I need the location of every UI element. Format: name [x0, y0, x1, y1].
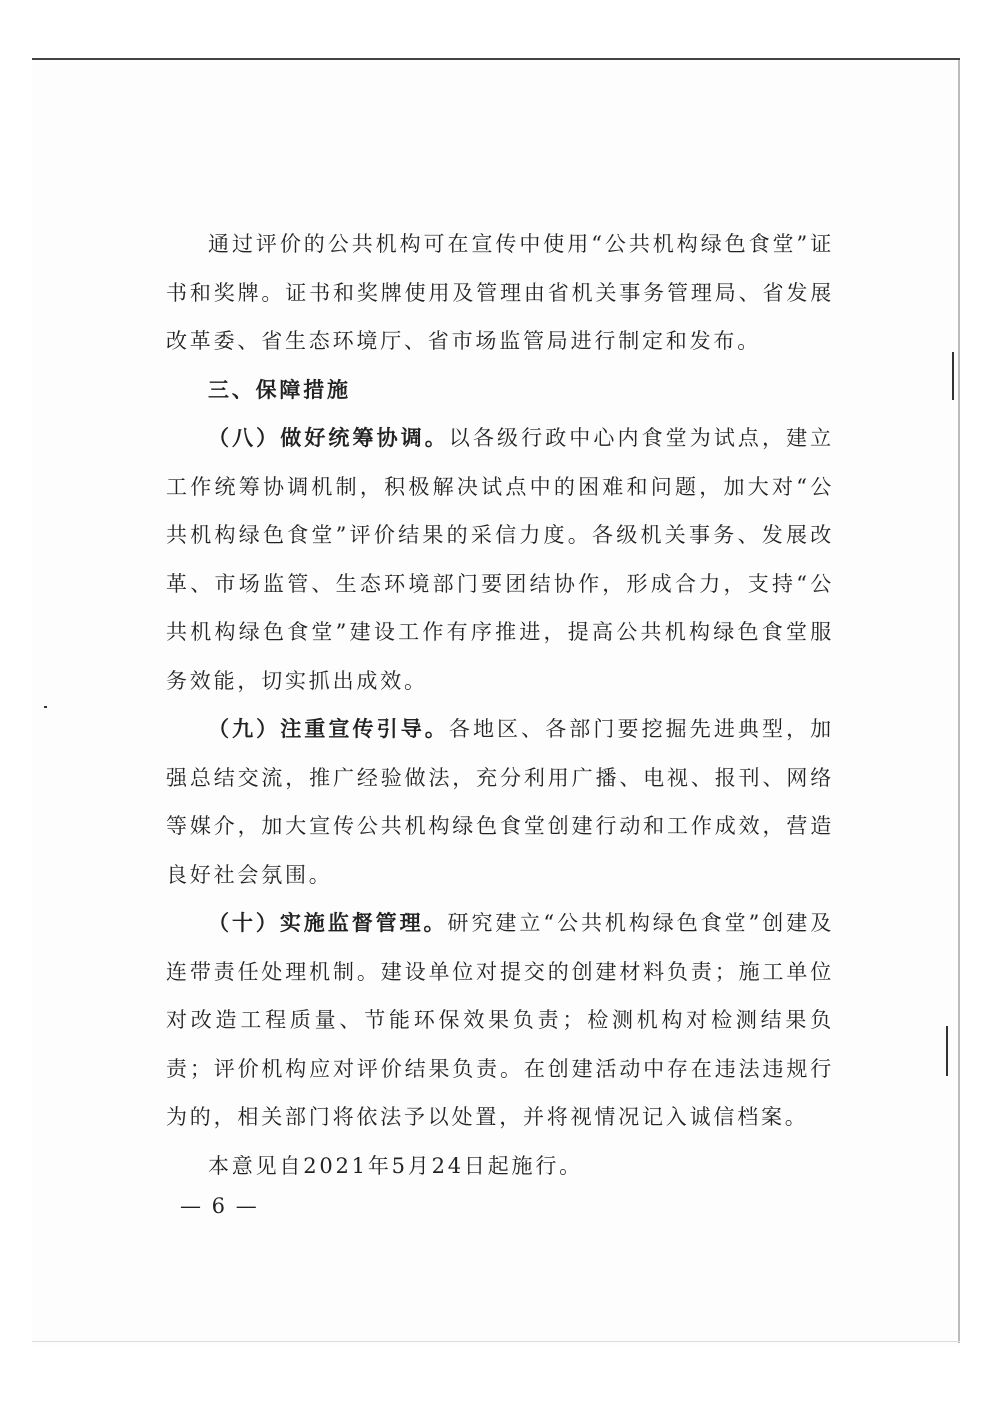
item-body: 研究建立“公共机构绿色食堂”创建及连带责任处理机制。建设单位对提交的创建材料负责；施工单位对改造工程质量、节能环保效果负责；检测机构对检测结果负责；评价机构应对评价结果负责。在创建活动中存在违法违规行为的，相关部门将依法予以处置，并将视情况记入诚信档案。: [166, 911, 834, 1129]
page-edge: [32, 1341, 960, 1342]
item-lead: （八）做好统筹协调。: [208, 426, 449, 450]
item-lead: （十）实施监督管理。: [208, 911, 448, 935]
scan-mark: [946, 1026, 948, 1076]
item-body: 以各级行政中心内食堂为试点，建立工作统筹协调机制，积极解决试点中的困难和问题，加大对“公共机构绿色食堂”评价结果的采信力度。各级机关事务、发展改革、市场监管、生态环境部门要团结协作，形成合力，支持“公共机构绿色食堂”建设工作有序推进，提高公共机构绿色食堂服务效能，切实抓出成效。: [166, 426, 834, 693]
item-lead: （九）注重宣传引导。: [208, 717, 449, 741]
paragraph-effective-date: 本意见自2021年5月24日起施行。: [208, 1153, 583, 1178]
document-body: [166, 220, 834, 1190]
page-number: — 6 —: [180, 1194, 259, 1218]
item-body: 各地区、各部门要挖掘先进典型，加强总结交流，推广经验做法，充分利用广播、电视、报刊、网络等媒介，加大宣传公共机构绿色食堂创建行动和工作成效，营造良好社会氛围。: [166, 717, 834, 887]
paragraph-certificate: 通过评价的公共机构可在宣传中使用“公共机构绿色食堂”证书和奖牌。证书和奖牌使用及管理由省机关事务管理局、省发展改革委、省生态环境厅、省市场监管局进行制定和发布。: [166, 232, 834, 353]
scan-mark: [952, 352, 954, 400]
scan-mark: [44, 706, 47, 708]
paragraph-item-8: [166, 414, 834, 705]
paragraph-item-10: [166, 899, 834, 1142]
section-heading: 三、保障措施: [208, 377, 351, 402]
page-edge: [958, 60, 960, 1343]
paragraph-item-9: [166, 705, 834, 899]
